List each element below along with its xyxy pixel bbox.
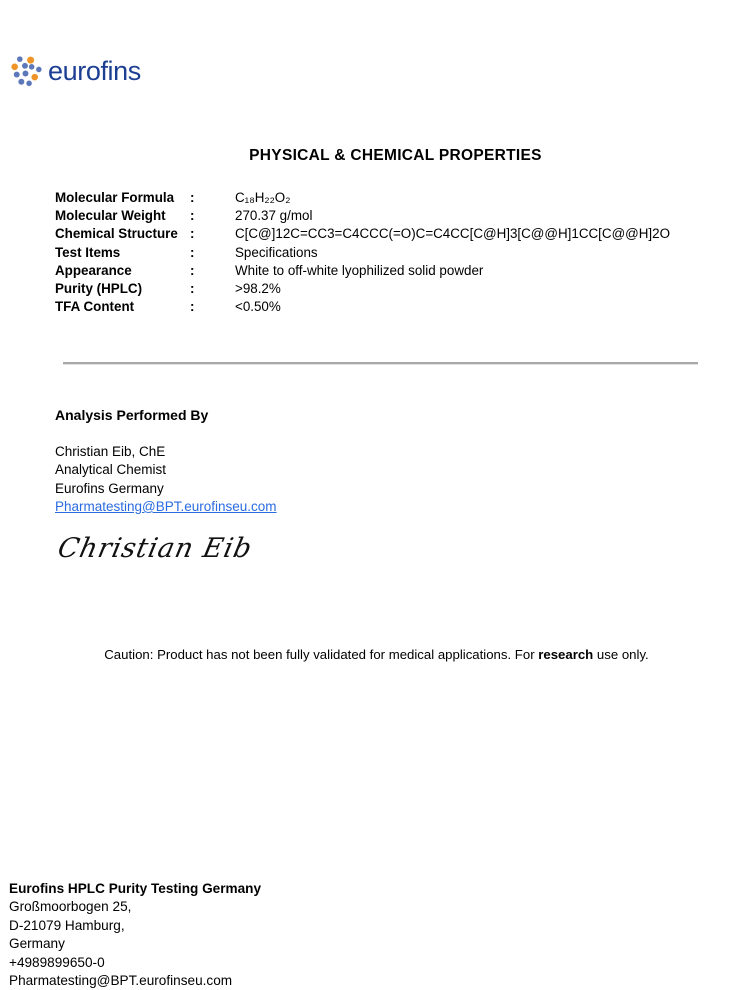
footer-city: D-21079 Hamburg, xyxy=(9,917,125,933)
analyst-block xyxy=(55,443,277,516)
analyst-name: Christian Eib, ChE xyxy=(55,444,166,459)
property-value: C₁₈H₂₂O₂ xyxy=(235,190,291,205)
property-separator: : xyxy=(190,190,195,205)
footer-address-block xyxy=(9,880,261,990)
properties-table xyxy=(55,189,670,316)
property-label: Molecular Formula xyxy=(55,190,175,205)
footer-company: Eurofins HPLC Purity Testing Germany xyxy=(9,881,262,896)
property-label: Purity (HPLC) xyxy=(55,281,143,297)
property-value: White to off-white lyophilized solid powder xyxy=(235,262,484,278)
property-value: 270.37 g/mol xyxy=(235,208,313,224)
analysis-heading: Analysis Performed By xyxy=(55,407,209,423)
caution-suffix: use only. xyxy=(593,647,649,662)
eurofins-wordmark: eurofins xyxy=(48,55,141,86)
eurofins-logo xyxy=(10,55,141,90)
footer-street: Großmoorbogen 25, xyxy=(9,899,132,915)
analyst-job-title: Analytical Chemist xyxy=(55,462,167,478)
property-row-tfa-content xyxy=(55,298,670,316)
property-value: Specifications xyxy=(235,244,318,260)
property-separator: : xyxy=(190,281,195,297)
analyst-email-row xyxy=(55,498,277,516)
property-label: TFA Content xyxy=(55,299,135,315)
property-label: Molecular Weight xyxy=(55,208,166,224)
property-separator: : xyxy=(190,262,195,278)
analyst-email-link[interactable]: Pharmatesting@BPT.eurofinseu.com xyxy=(55,498,277,514)
analyst-organization: Eurofins Germany xyxy=(55,480,164,496)
caution-prefix: Caution: Product has not been fully validated for medical applications. For xyxy=(104,647,539,662)
page-title: PHYSICAL & CHEMICAL PROPERTIES xyxy=(249,147,542,164)
property-row-appearance xyxy=(55,262,670,280)
property-row-molecular-weight xyxy=(55,207,670,225)
property-row-molecular-formula xyxy=(55,189,670,207)
analyst-signature: Christian Eib xyxy=(55,533,256,564)
property-label: Chemical Structure xyxy=(55,226,178,242)
caution-emphasis: research xyxy=(538,647,594,662)
property-separator: : xyxy=(190,244,195,260)
footer-email: Pharmatesting@BPT.eurofinseu.com xyxy=(9,973,233,989)
footer-country: Germany xyxy=(9,936,65,952)
property-row-test-items xyxy=(55,244,670,262)
section-divider xyxy=(63,362,698,365)
property-value: <0.50% xyxy=(235,299,281,315)
caution-text xyxy=(0,647,753,662)
property-separator: : xyxy=(190,299,195,315)
property-row-purity-hplc xyxy=(55,280,670,298)
property-value: C[C@]12C=CC3=C4CCC(=O)C=C4CC[C@H]3[C@@H]1CC[C@@H]2O xyxy=(235,226,671,242)
property-value: >98.2% xyxy=(235,281,281,297)
property-label: Test Items xyxy=(55,244,121,260)
property-row-chemical-structure xyxy=(55,225,670,243)
eurofins-dots-icon xyxy=(10,55,43,90)
property-separator: : xyxy=(190,226,195,242)
property-separator: : xyxy=(190,208,195,224)
footer-phone: +4989899650-0 xyxy=(9,954,105,970)
property-label: Appearance xyxy=(55,262,132,278)
